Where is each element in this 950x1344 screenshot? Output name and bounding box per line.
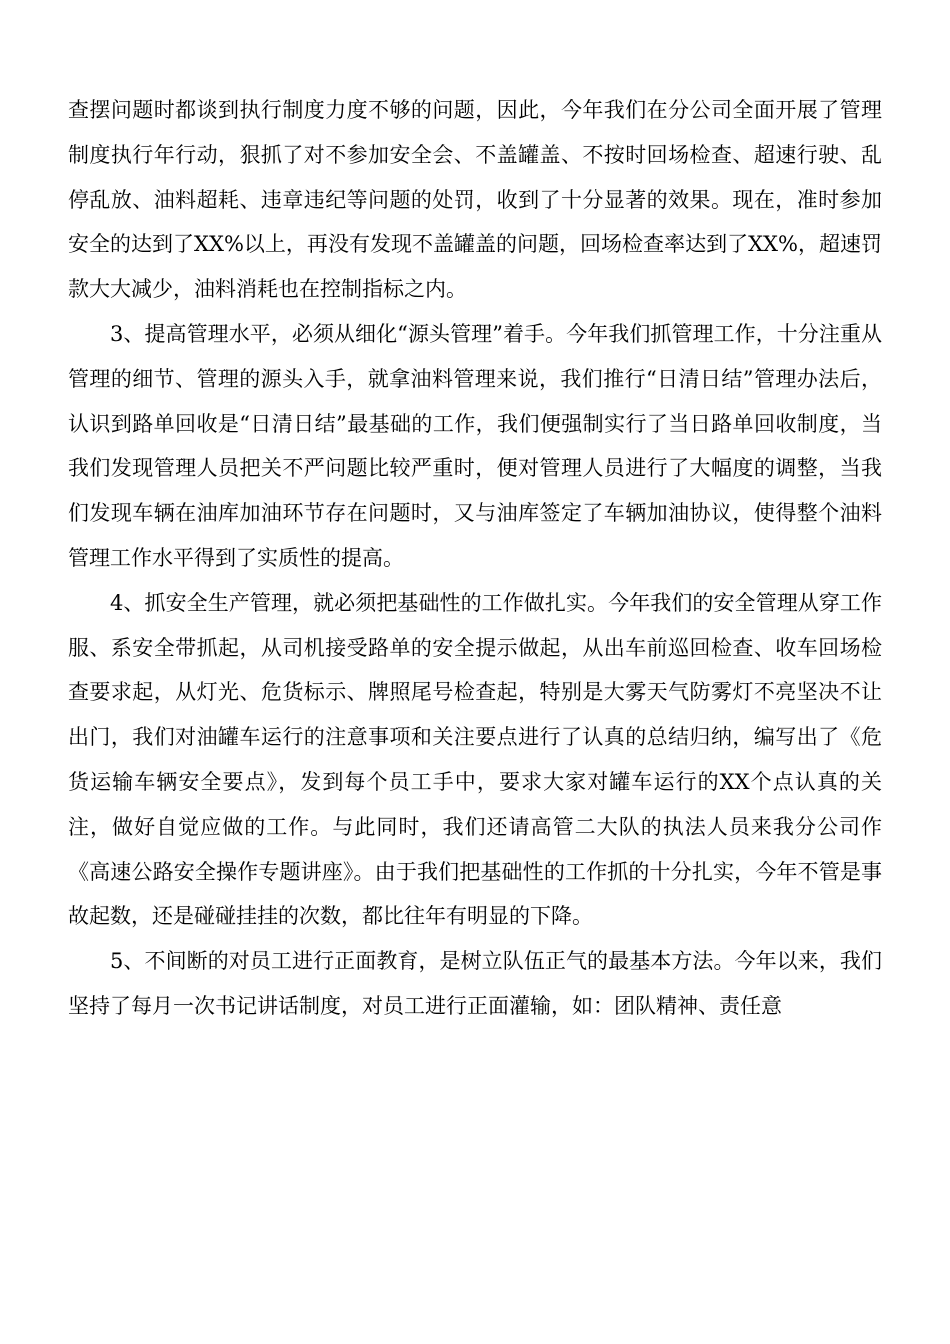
document-body: [68, 88, 882, 1029]
paragraph-item-5: 5、不间断的对员工进行正面教育，是树立队伍正气的最基本方法。今年以来，我们坚持了每月一次书记讲话制度，对员工进行正面灌输，如：团队精神、责任意: [68, 949, 882, 1018]
paragraph-item-3: 3、提高管理水平，必须从细化“源头管理”着手。今年我们抓管理工作，十分注重从管理的细节、管理的源头入手，就拿油料管理来说，我们推行“日清日结”管理办法后，认识到路单回收是“日清日结”最基础的工作，我们便强制实行了当日路单回收制度，当我们发现管理人员把关不严问题比较严重时，便对管理人员进行了大幅度的调整，当我们发现车辆在油库加油环节存在问题时，又与油库签定了车辆加油协议，使得整个油料管理工作水平得到了实质性的提高。: [68, 321, 882, 570]
paragraph-continuation: 查摆问题时都谈到执行制度力度不够的问题，因此，今年我们在分公司全面开展了管理制度执行年行动，狠抓了对不参加安全会、不盖罐盖、不按时回场检查、超速行驶、乱停乱放、油料超耗、违章违纪等问题的处罚，收到了十分显著的效果。现在，准时参加安全的达到了XX%以上，再没有发现不盖罐盖的问题，回场检查率达到了XX%，超速罚款大大减少，油料消耗也在控制指标之内。: [68, 98, 882, 302]
paragraph-item-4: 4、抓安全生产管理，就必须把基础性的工作做扎实。今年我们的安全管理从穿工作服、系安全带抓起，从司机接受路单的安全提示做起，从出车前巡回检查、收车回场检查要求起，从灯光、危货标示、牌照尾号检查起，特别是大雾天气防雾灯不亮坚决不让出门，我们对油罐车运行的注意事项和关注要点进行了认真的总结归纳，编写出了《危货运输车辆安全要点》，发到每个员工手中，要求大家对罐车运行的XX个点认真的关注，做好自觉应做的工作。与此同时，我们还请高管二大队的执法人员来我分公司作《高速公路安全操作专题讲座》。由于我们把基础性的工作抓的十分扎实，今年不管是事故起数，还是碰碰挂挂的次数，都比往年有明显的下降。: [68, 590, 882, 929]
